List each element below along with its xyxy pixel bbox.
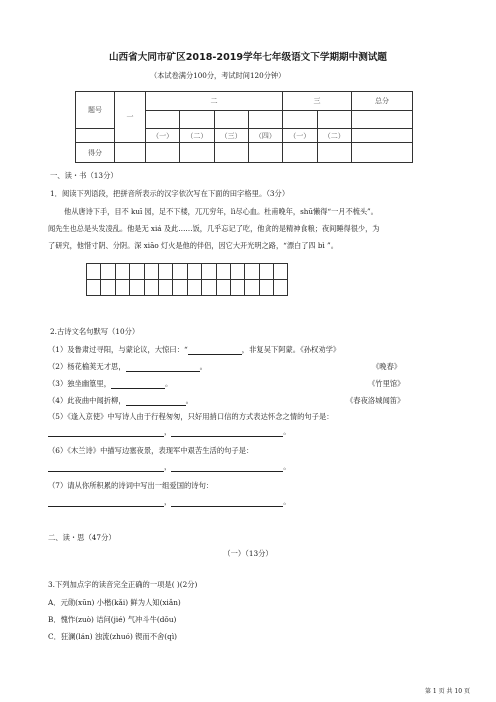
q1-passage-line3: 了研究，他惜寸阴、分阴。深 xiāo 灯火是他的伴侣，因它大开光明之路，“漂白了四 bì ”。	[48, 241, 338, 250]
q2-line3-source: 《竹里馆》	[368, 379, 405, 388]
q3-option-a: A．元勋(xūn) 小楷(kǎi) 鲜为人知(xiǎn)	[48, 598, 181, 607]
score-table	[75, 91, 413, 163]
q2-line6: （6）《木兰诗》中描写边塞夜景，表现军中艰苦生活的句子是：	[48, 446, 254, 455]
q2-line5: （5）《逢入京使》中写诗人由于行程匆匆，只好用捎口信的方式表达怀念之情的句子是：	[48, 412, 334, 421]
score-table-subcol: （一）	[283, 129, 318, 143]
answer-blank[interactable]	[171, 498, 283, 507]
answer-blank[interactable]	[171, 463, 283, 472]
score-table-col-total: 总分	[352, 92, 413, 111]
answer-blank[interactable]	[171, 428, 283, 437]
answer-blank[interactable]	[48, 428, 164, 437]
q1-stem: 1．阅读下列语段，把拼音所表示的汉字依次写在下面的田字格里。（3分）	[50, 189, 290, 198]
answer-grid[interactable]	[86, 263, 288, 296]
q2-stem: 2.古诗文名句默写（10分）	[50, 327, 140, 336]
score-table-col-one: 一	[115, 92, 146, 143]
q3-stem: 3.下列加点字的读音完全正确的一项是( )(2分)	[48, 580, 198, 589]
score-table-label-tihao: 题号	[76, 92, 115, 129]
q3-option-b: B．愧怍(zuò) 诘问(jié) 气冲斗牛(dǒu)	[48, 615, 177, 624]
section2-heading: 二、读・思（47分）	[48, 533, 116, 542]
score-table-subcol: （一）	[146, 129, 180, 143]
answer-blank[interactable]	[48, 463, 164, 472]
q2-line7: （7）请从你所积累的诗词中写出一组爱国的诗句：	[48, 481, 214, 490]
score-table-subcol: （二）	[180, 129, 214, 143]
q3-option-c: C．狂澜(lán) 浊流(zhuó) 锲而不舍(qì)	[48, 632, 177, 641]
score-table-col-three: 三	[283, 92, 352, 111]
q1-passage-line1: 他从唐诗下手，目不 kuī 园，足不下楼，兀兀穷年，lì尽心血。杜甫晚年，shū懒得“一月不梳头”。	[64, 207, 378, 216]
answer-blank[interactable]	[126, 363, 200, 372]
score-table-label-defen: 得分	[76, 143, 115, 163]
score-table-col-two: 二	[146, 92, 283, 111]
q2-line4: （4）此夜曲中闻折柳， 。	[48, 396, 193, 405]
q1-passage-line2: 闻先生也总是头发凌乱。他是无 xiá 及此……饭，几乎忘记了吃，他贪的是精神食粮；夜间睡得很少，为	[48, 224, 380, 233]
section1-heading: 一、读・书（13分）	[50, 171, 118, 180]
q2-line2-source: 《晚春》	[372, 362, 402, 371]
exam-info: （本试卷满分100分，考试时间120分钟）	[150, 71, 286, 80]
score-table-subcol: （四）	[248, 129, 282, 143]
answer-blank[interactable]	[188, 346, 242, 355]
q2-line3: （3）独坐幽篁里， 。	[48, 379, 173, 388]
q2-line6-answer: ， 。	[48, 462, 291, 472]
q2-line1: （1）及鲁肃过寻阳，与蒙论议，大惊曰：“ ，非复吴下阿蒙。《孙权劝学》	[48, 345, 341, 354]
section2-sub-heading: （一）（13分）	[223, 549, 273, 558]
score-table-subcol: （三）	[214, 129, 248, 143]
q2-line4-source: 《春夜洛城闻笛》	[346, 396, 405, 405]
score-table-subcol: （二）	[317, 129, 352, 143]
answer-blank[interactable]	[111, 380, 165, 389]
answer-blank[interactable]	[126, 397, 186, 406]
page-number: 第 1 页 共 10 页	[425, 688, 470, 695]
q2-line7-answer: ， 。	[48, 497, 291, 507]
answer-blank[interactable]	[48, 498, 164, 507]
q2-line2: （2）杨花榆荚无才思， 。	[48, 362, 207, 371]
page-title: 山西省大同市矿区2018-2019学年七年级语文下学期期中测试题	[108, 52, 388, 63]
q2-line5-answer: ， 。	[48, 427, 291, 437]
